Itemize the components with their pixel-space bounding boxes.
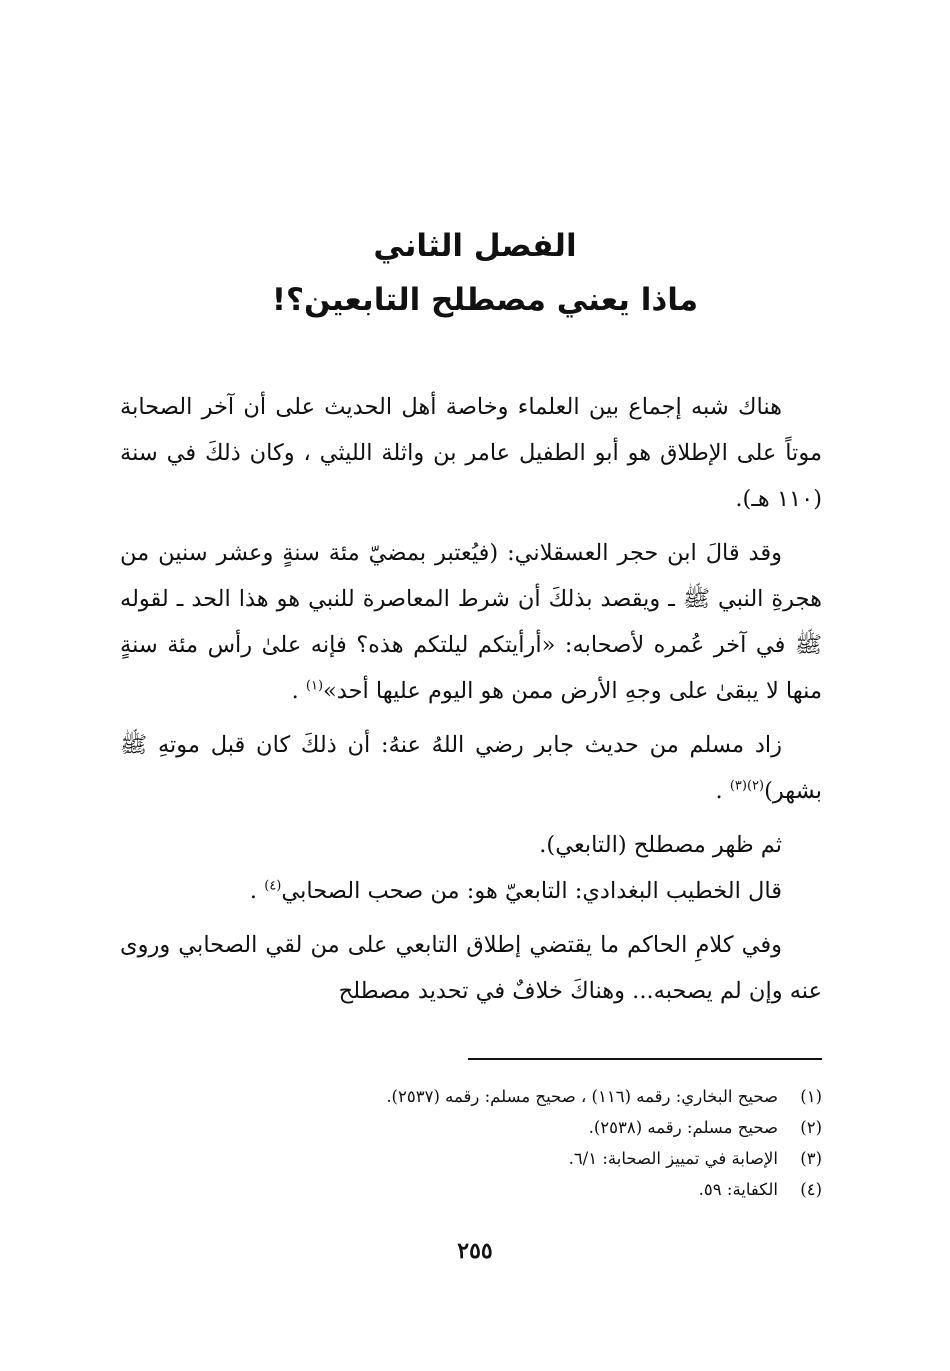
- footnote-item: [200, 1112, 822, 1143]
- footnote-item: [200, 1174, 822, 1205]
- footnote-number: (١): [800, 1087, 822, 1106]
- footnote-ref-4[interactable]: (٤): [264, 878, 282, 894]
- paragraph-text: هناك شبه إجماع بين العلماء وخاصة أهل الحديث على أن آخر الصحابة موتاً على الإطلاق هو أبو الطفيل عامر بن واثلة الليثي ، وكان ذلكَ في سنة (١١٠ هـ).: [120, 394, 822, 512]
- chapter-subtitle: ماذا يعني مصطلح التابعين؟!: [271, 282, 699, 318]
- paragraph-text: قال الخطيب البغدادي: التابعيّ هو: من صحب الصحابي: [281, 878, 782, 904]
- paragraph-5: [120, 868, 822, 914]
- footnote-item: [200, 1081, 822, 1112]
- chapter-title: الفصل الثاني: [373, 228, 577, 264]
- paragraph-text: وقد قالَ ابن حجر العسقلاني: (فيُعتبر بمضيّ مئة سنةٍ وعشر سنين من هجرةِ النبي ﷺ ـ ويقصد بذلكَ أن شرط المعاصرة للنبي هو هذا الحد ـ لقوله ﷺ في آخر عُمره لأصحابه: «أرأيتكم ليلتكم هذه؟ فإنه علىٰ رأس مئة سنةٍ منها لا يبقىٰ على وجهِ الأرض ممن هو اليوم عليها أحد»: [120, 540, 822, 704]
- paragraph-1: [120, 384, 822, 522]
- footnotes: [200, 1081, 822, 1205]
- footnote-text: صحيح البخاري: رقمه (١١٦) ، صحيح مسلم: رقمه (٢٥٣٧).: [386, 1087, 778, 1106]
- paragraph-3: [120, 722, 822, 814]
- footnote-number: (٢): [800, 1118, 822, 1137]
- paragraph-text: وفي كلامِ الحاكم ما يقتضي إطلاق التابعي على من لقي الصحابي وروى عنه وإن لم يصحبه... وهناكَ خلافٌ في تحديد مصطلح: [120, 932, 822, 1004]
- footnote-item: [200, 1143, 822, 1174]
- body-text: [120, 384, 822, 1022]
- period: .: [249, 878, 258, 904]
- footnote-text: الكفاية: ٥٩.: [698, 1180, 778, 1199]
- paragraph-6: [120, 922, 822, 1014]
- period: .: [715, 778, 723, 804]
- footnote-number: (٣): [800, 1149, 822, 1168]
- paragraph-2: [120, 530, 822, 714]
- paragraph-text: ثم ظهر مصطلح (التابعي).: [539, 832, 782, 858]
- paragraph-4: [120, 822, 822, 868]
- page-number: ٢٥٥: [457, 1238, 493, 1264]
- paragraph-text: زاد مسلم من حديث جابر رضي اللهُ عنهُ: أن ذلكَ كان قبل موتهِ ﷺ بشهر): [120, 732, 822, 804]
- footnote-text: صحيح مسلم: رقمه (٢٥٣٨).: [588, 1118, 778, 1137]
- footnote-ref-2-3[interactable]: (٢)(٣): [729, 778, 765, 794]
- period: .: [291, 678, 299, 704]
- footnote-text: الإصابة في تمييز الصحابة: ٦/١.: [568, 1149, 778, 1168]
- footnote-ref-1[interactable]: (١): [305, 678, 324, 694]
- chapter-heading: [0, 222, 950, 324]
- footnote-number: (٤): [800, 1180, 822, 1199]
- footnote-divider: [468, 1058, 822, 1060]
